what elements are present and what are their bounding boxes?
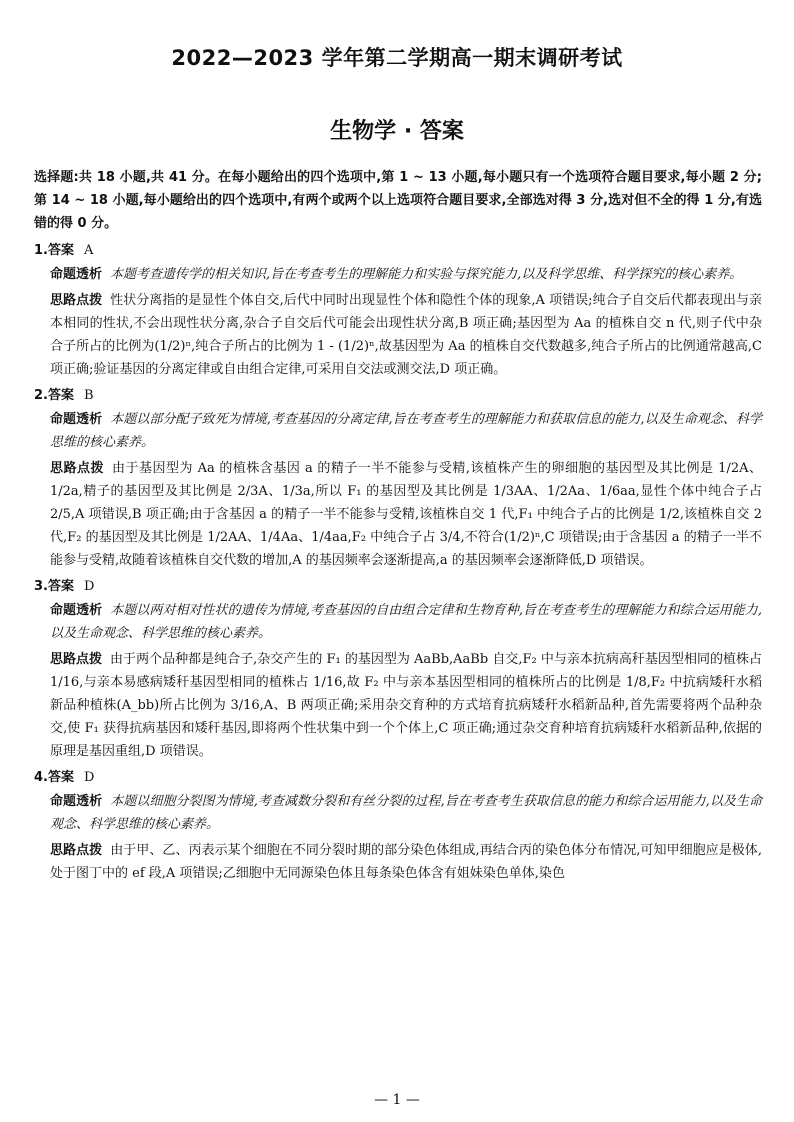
question-header [34, 766, 762, 789]
question-number: 2. [34, 388, 48, 403]
analysis-label: 命题透析 [50, 794, 103, 809]
question-number: 1. [34, 243, 48, 258]
question-header [34, 239, 762, 262]
analysis-text: 本题考查遗传学的相关知识,旨在考查考生的理解能力和实验与探究能力,以及科学思维、科学探究的核心素养。 [110, 267, 743, 282]
analysis-text: 本题以细胞分裂图为情境,考查减数分裂和有丝分裂的过程,旨在考查考生获取信息的能力和综合运用能力,以及生命观念、科学思维的核心素养。 [50, 794, 762, 832]
analysis-paragraph [34, 263, 762, 286]
hint-paragraph [34, 839, 762, 885]
answer-label: 答案 [47, 579, 74, 594]
question-block [34, 384, 762, 572]
question-block [34, 766, 762, 885]
hint-text: 由于基因型为 Aa 的植株含基因 a 的精子一半不能参与受精,该植株产生的卵细胞的基因型及其比例是 1/2A、1/2a,精子的基因型及其比例是 2/3A、1/3a,所以 F₁ 的基因型及其比例是 1/3AA、1/2Aa、1/6aa,显性个体中纯合子占 2/5,A 项错误,B 项正确;由于含基因 a 的精子一半不能参与受精,该植株自交 1 代,F₁ 中纯合子占的比例是 1/2,该植株自交 2 代,F₂ 的基因型及其比例是 1/2AA、1/4Aa、1/4aa,F₂ 中纯合子占 3/4,不符合(1/2)ⁿ,C 项错误;由于含基因 a 的精子一半不能参与受精,故随着该植株自交代数的增加,A 的基因频率会逐渐提高,a 的基因频率会逐渐降低,D 项错误。 [50, 461, 762, 568]
analysis-label: 命题透析 [50, 603, 103, 618]
question-number: 4. [34, 770, 48, 785]
hint-label: 思路点拨 [50, 461, 104, 476]
question-number: 3. [34, 579, 48, 594]
analysis-label: 命题透析 [50, 412, 103, 427]
question-block [34, 239, 762, 381]
question-header [34, 384, 762, 407]
answer-value: D [84, 579, 95, 594]
exam-title: 2022—2023 学年第二学期高一期末调研考试 [171, 46, 623, 70]
subject-answer-title: 生物学 · 答案 [330, 119, 464, 144]
answer-content [34, 166, 762, 888]
hint-paragraph [34, 289, 762, 381]
analysis-paragraph [34, 790, 762, 836]
hint-label: 思路点拨 [50, 293, 103, 308]
analysis-text: 本题以两对相对性状的遗传为情境,考查基因的自由组合定律和生物育种,旨在考查考生的理解能力和综合运用能力,以及生命观念、科学思维的核心素养。 [50, 603, 762, 641]
hint-paragraph [34, 648, 762, 763]
hint-text: 性状分离指的是显性个体自交,后代中同时出现显性个体和隐性个体的现象,A 项错误;纯合子自交后代都表现出与亲本相同的性状,不会出现性状分离,杂合子自交后代可能会出现性状分离,B 项正确;基因型为 Aa 的植株自交 n 代,则子代中杂合子所占的比例为(1/2)ⁿ,纯合子所占的比例为 1 - (1/2)ⁿ,故基因型为 Aa 的植株自交代数越多,纯合子所占的比例通常越高,C 项正确;验证基因的分离定律或自由组合定律,可采用自交法或测交法,D 项正确。 [50, 293, 762, 377]
analysis-paragraph [34, 408, 762, 454]
answer-label: 答案 [47, 770, 74, 785]
answer-value: D [84, 770, 95, 785]
page-number: — 1 — [374, 1092, 420, 1108]
hint-text: 由于两个品种都是纯合子,杂交产生的 F₁ 的基因型为 AaBb,AaBb 自交,F₂ 中与亲本抗病高秆基因型相同的植株占 1/16,与亲本易感病矮秆基因型相同的植株占 1/16,故 F₂ 中与亲本基因型相同的植株所占的比例是 1/8,F₂ 中抗病矮秆水稻新品种植株(A_bb)所占比例为 3/16,A、B 两项正确;采用杂交育种的方式培育抗病矮秆水稻新品种,首先需要将两个品种杂交,使 F₁ 获得抗病基因和矮秆基因,即将两个性状集中到一个个体上,C 项正确;通过杂交育种培育抗病矮秆水稻新品种,依据的原理是基因重组,D 项错误。 [50, 652, 762, 759]
hint-text: 由于甲、乙、丙表示某个细胞在不同分裂时期的部分染色体组成,再结合丙的染色体分布情况,可知甲细胞应是极体,处于图丁中的 ef 段,A 项错误;乙细胞中无同源染色体且每条染色体含有姐妹染色单体,染色 [50, 843, 762, 881]
analysis-text: 本题以部分配子致死为情境,考查基因的分离定律,旨在考查考生的理解能力和获取信息的能力,以及生命观念、科学思维的核心素养。 [50, 412, 762, 450]
hint-label: 思路点拨 [50, 843, 103, 858]
hint-paragraph [34, 457, 762, 572]
answer-value: A [84, 243, 94, 258]
question-block [34, 575, 762, 763]
answer-value: B [84, 388, 94, 403]
question-header [34, 575, 762, 598]
section-instructions: 选择题:共 18 小题,共 41 分。在每小题给出的四个选项中,第 1 ~ 13 小题,每小题只有一个选项符合题目要求,每小题 2 分;第 14 ~ 18 小题,每小题给出的四个选项中,有两个或两个以上选项符合题目要求,全部选对得 3 分,选对但不全的得 1 分,有选错的得 0 分。 [34, 170, 762, 231]
analysis-label: 命题透析 [50, 267, 103, 282]
analysis-paragraph [34, 599, 762, 645]
hint-label: 思路点拨 [50, 652, 103, 667]
answer-label: 答案 [47, 243, 74, 258]
answer-label: 答案 [47, 388, 74, 403]
